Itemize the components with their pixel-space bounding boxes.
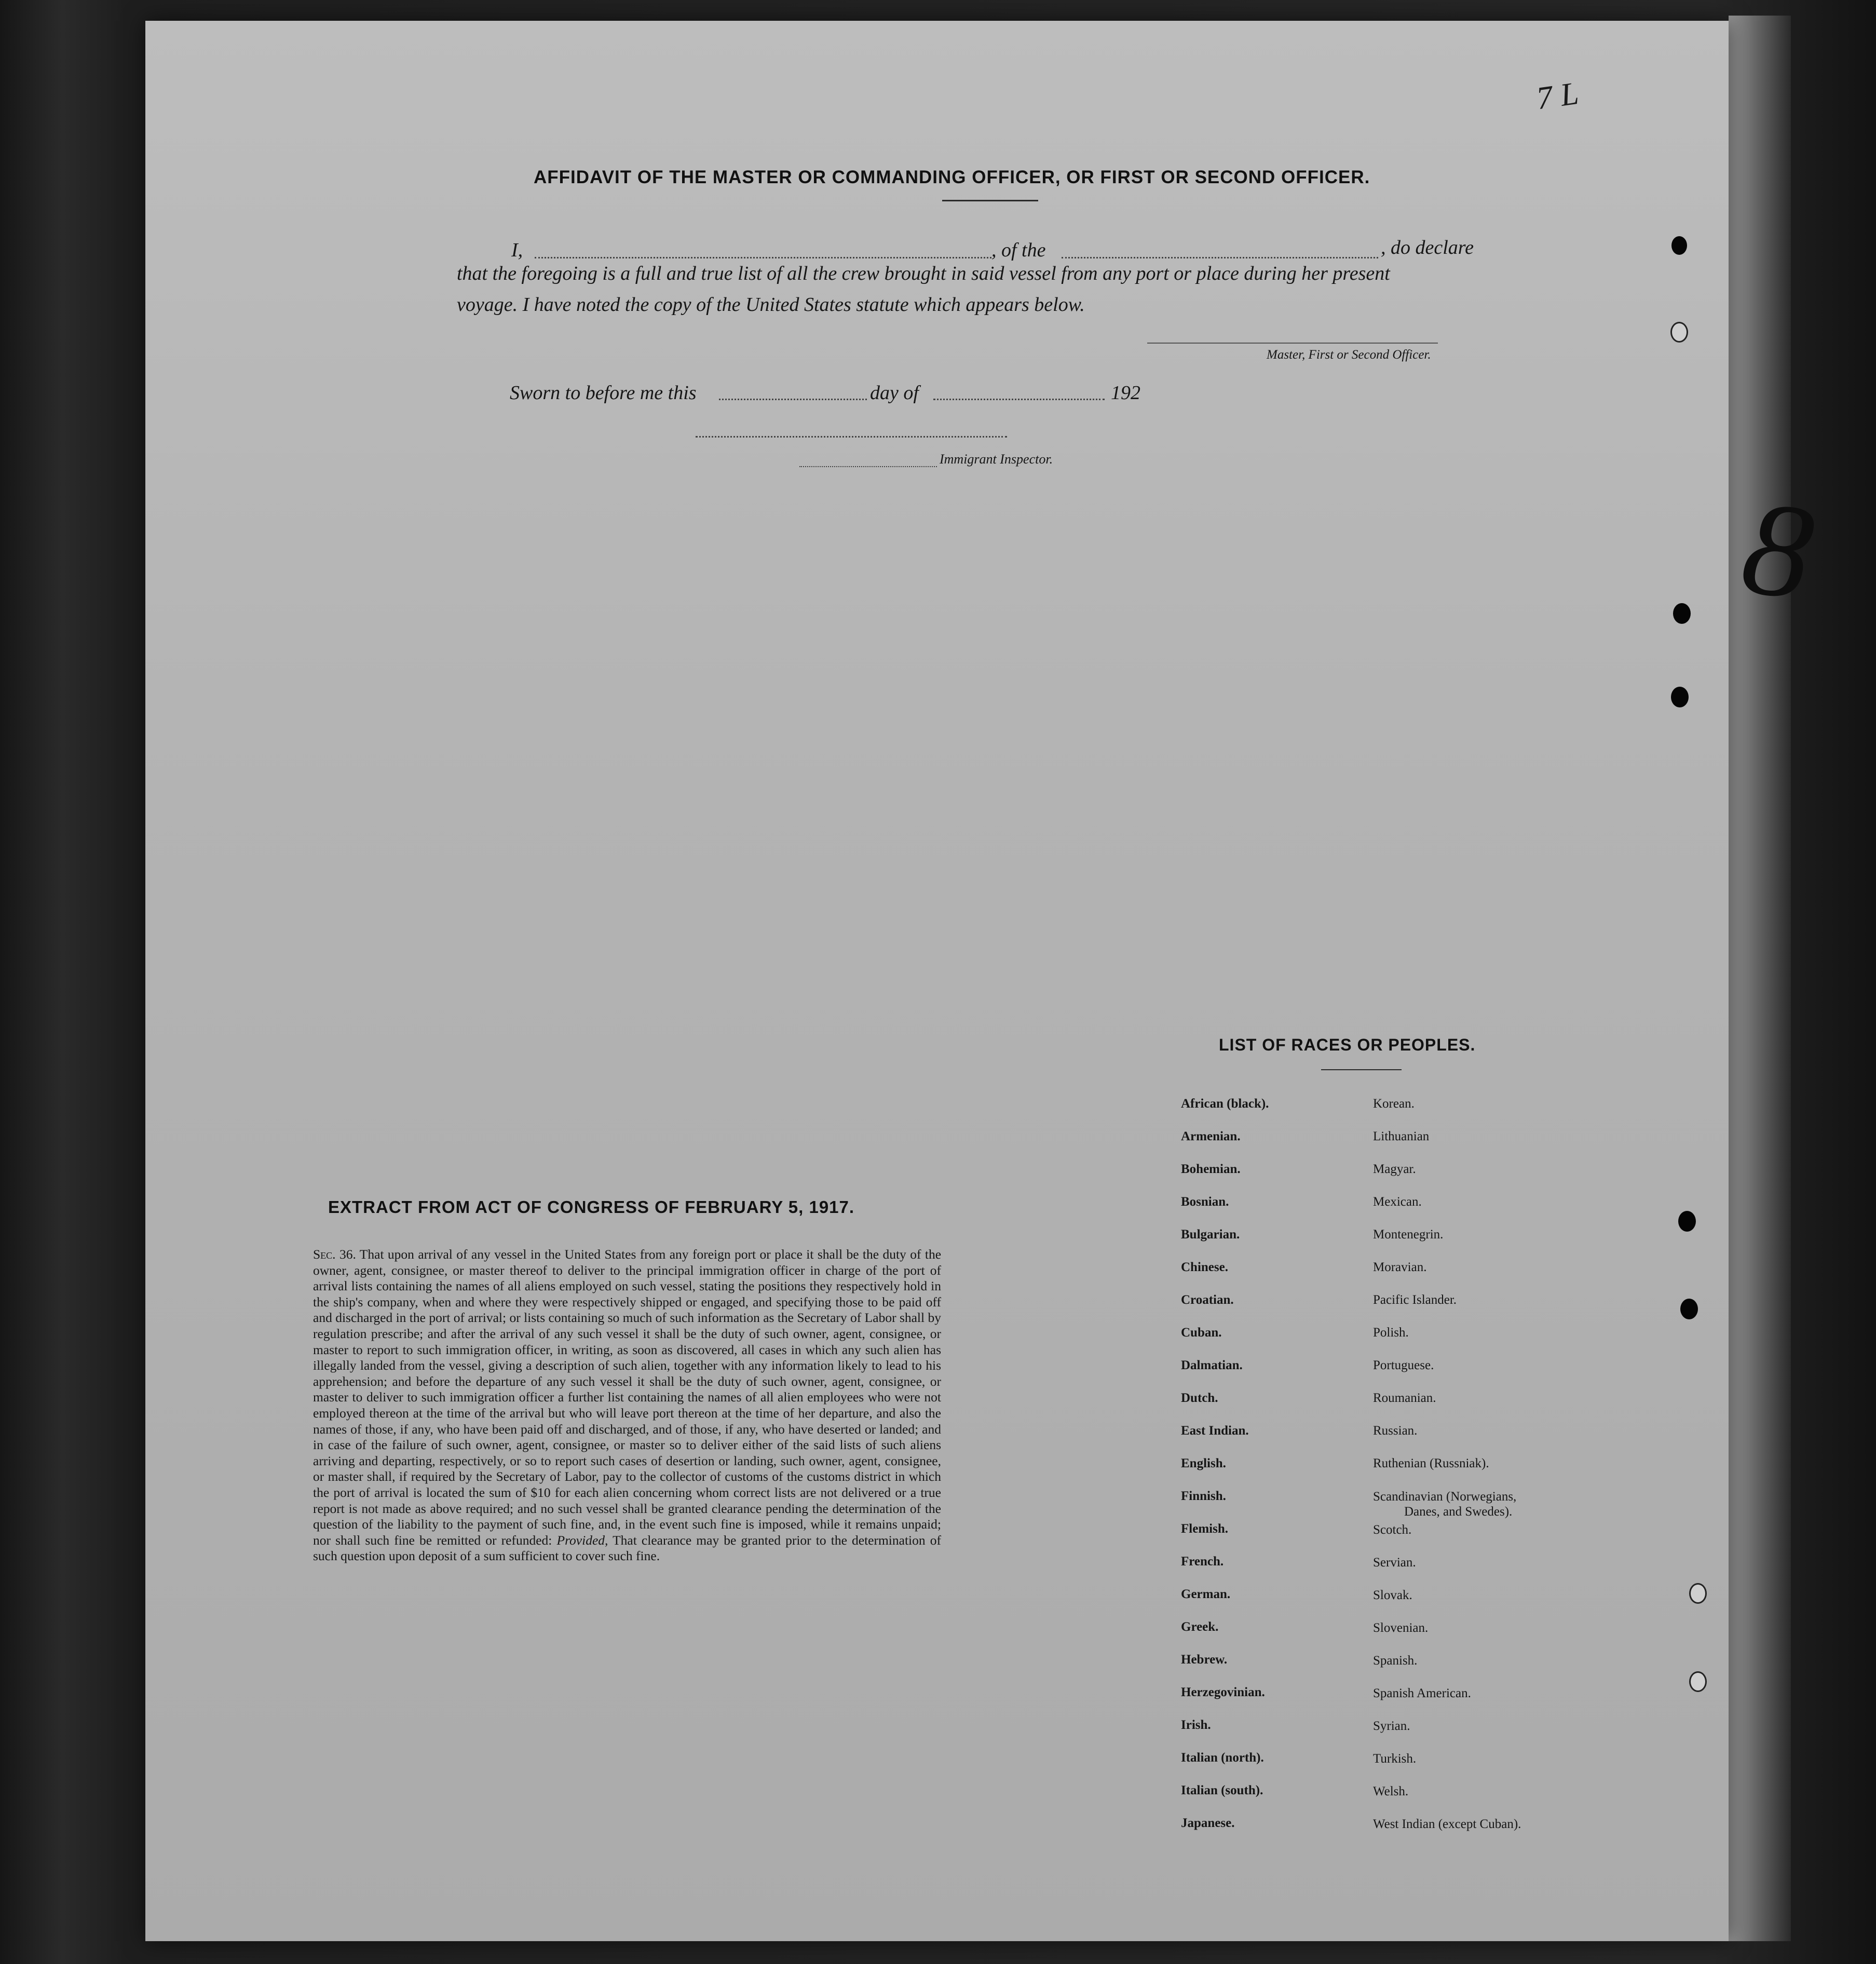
race-item: German. <box>1181 1587 1231 1601</box>
affidavit-line3: voyage. I have noted the copy of the United States statute which appears below. <box>457 294 1085 316</box>
race-item: Slovenian. <box>1373 1621 1429 1635</box>
provided-label: Provided, <box>556 1532 608 1548</box>
race-item: Magyar. <box>1373 1162 1416 1176</box>
race-item: Bohemian. <box>1181 1162 1241 1176</box>
races-title: LIST OF RACES OR PEOPLES. <box>1219 1035 1476 1054</box>
race-item: Flemish. <box>1181 1522 1228 1536</box>
affidavit-line2: that the foregoing is a full and true list of all the crew brought in said vessel from any port or place during her present <box>457 263 1390 284</box>
binder-hole-icon <box>1671 236 1687 255</box>
race-item: Greek. <box>1181 1620 1219 1634</box>
race-item: Ruthenian (Russniak). <box>1373 1456 1489 1470</box>
inspector-signature-line <box>696 436 1007 438</box>
year-label: 192 <box>1111 382 1140 404</box>
race-item: Bosnian. <box>1181 1195 1229 1209</box>
race-item: Montenegrin. <box>1373 1228 1444 1242</box>
race-item: English. <box>1181 1456 1226 1470</box>
affidavit-declare: , do declare <box>1381 237 1474 258</box>
race-item: Scotch. <box>1373 1523 1412 1537</box>
race-item: Lithuanian <box>1373 1129 1430 1143</box>
page-edge-shadow <box>1729 16 1791 1941</box>
master-signature-label: Master, First or Second Officer. <box>1267 348 1431 362</box>
races-right-column <box>1373 1087 1521 1840</box>
race-item: Moravian. <box>1373 1260 1427 1274</box>
name-blank <box>535 257 991 258</box>
race-item: Croatian. <box>1181 1293 1234 1307</box>
binder-hole-icon <box>1671 687 1689 707</box>
affidavit-of-the: , of the <box>991 239 1046 261</box>
race-item: Russian. <box>1373 1424 1418 1438</box>
race-item: Herzegovinian. <box>1181 1685 1265 1699</box>
binder-hole-icon <box>1689 1583 1707 1604</box>
binder-hole-icon <box>1670 322 1688 343</box>
statute-body: That upon arrival of any vessel in the United States from any foreign port or place it shall be the duty of the owner, agent, consignee, or master thereof to deliver to the principal immigration officer in charge of the port of arrival lists containing the names of all aliens employed on such vessel, stating the positions they respectively hold in the ship's company, when and where they were respectively shipped or engaged, and specifying those to be paid off and discharged in the port of arrival; or lists containing so much of such information as the Secretary of Labor shall by regulation prescribe; and after the arrival of any such vessel it shall be the duty of such owner, agent, consignee, or master to report to such immigration officer, in writing, as soon as discovered, all cases in which any such alien has illegally landed from the vessel, giving a description of such alien, together with any information likely to lead to his apprehension; and before the departure of any such vessel it shall be the duty of such owner, agent, consignee, or master to deliver to such immigration officer a further list containing the names of all alien employees who were not employed thereon at the time of the arrival but who will leave port thereon at the time of her departure, and also the names of those, if any, who have been paid off and discharged, and of those, if any, who have deserted or landed; and in case of the failure of such owner, agent, consignee, or master so to deliver either of the said lists of such aliens arriving and departing, respectively, or so to report such cases of desertion or landing, such owner, agent, consignee, or master shall, if required by the Secretary of Labor, pay to the collector of customs of the customs district in which the port of arrival is located the sum of $10 for each alien concerning whom correct lists are not delivered or a true report is not made as above required; and no such vessel shall be granted clearance pending the determination of the question of the liability to the payment of such fine, and, in the event such fine is imposed, while it remains unpaid; nor shall such fine be remitted or refunded: <box>313 1247 942 1548</box>
race-item: Welsh. <box>1373 1784 1409 1798</box>
sworn-day-blank <box>719 399 867 400</box>
handwritten-page-number: 8 <box>1734 471 1822 629</box>
race-item: Italian (north). <box>1181 1751 1264 1765</box>
race-item: French. <box>1181 1554 1224 1569</box>
race-item: Hebrew. <box>1181 1653 1228 1667</box>
day-of-label: day of <box>870 382 919 404</box>
race-item: Dalmatian. <box>1181 1358 1243 1372</box>
handwritten-note: 7 L <box>1534 75 1581 117</box>
race-item: Turkish. <box>1373 1752 1417 1766</box>
race-item: Dutch. <box>1181 1391 1218 1405</box>
race-item: Irish. <box>1181 1718 1211 1732</box>
race-item: Mexican. <box>1373 1195 1422 1209</box>
race-item: Cuban. <box>1181 1326 1222 1340</box>
race-item: Italian (south). <box>1181 1783 1263 1797</box>
race-item: Bulgarian. <box>1181 1228 1240 1242</box>
inspector-label: Immigrant Inspector. <box>940 452 1053 467</box>
race-item: Chinese. <box>1181 1260 1228 1274</box>
race-item: Japanese. <box>1181 1816 1235 1830</box>
sworn-month-blank <box>933 399 1105 400</box>
race-item: Roumanian. <box>1373 1391 1436 1405</box>
race-item: African (black). <box>1181 1097 1269 1111</box>
races-title-underline <box>1321 1069 1402 1070</box>
race-item: Armenian. <box>1181 1129 1241 1143</box>
race-item: Servian. <box>1373 1556 1416 1570</box>
race-item: Syrian. <box>1373 1719 1410 1733</box>
race-item: Slovak. <box>1373 1588 1412 1602</box>
extract-title: EXTRACT FROM ACT OF CONGRESS OF FEBRUARY 5, 1917. <box>328 1197 855 1217</box>
title-underline <box>942 200 1038 201</box>
affidavit-i: I, <box>511 239 523 261</box>
race-item: East Indian. <box>1181 1424 1249 1438</box>
section-label: Sec. 36. <box>313 1247 356 1262</box>
race-item: Finnish. <box>1181 1489 1226 1503</box>
master-signature-line <box>1147 343 1438 344</box>
race-item: Korean. <box>1373 1097 1415 1111</box>
race-item-continuation: Danes, and Swedes). <box>1404 1505 1513 1519</box>
sworn-label: Sworn to before me this <box>510 382 697 404</box>
binder-hole-icon <box>1680 1299 1698 1319</box>
race-item: Spanish. <box>1373 1654 1418 1668</box>
race-item: Spanish American. <box>1373 1686 1471 1700</box>
races-left-column <box>1181 1087 1269 1839</box>
race-item-label: Scandinavian (Norwegians, <box>1373 1490 1517 1504</box>
vessel-blank <box>1062 257 1378 258</box>
race-item: West Indian (except Cuban). <box>1373 1817 1521 1831</box>
race-item: Portuguese. <box>1373 1358 1434 1372</box>
binder-hole-icon <box>1673 603 1691 624</box>
race-item: Pacific Islander. <box>1373 1293 1457 1307</box>
binder-hole-icon <box>1678 1211 1696 1232</box>
inspector-dotted-lead <box>799 466 937 467</box>
affidavit-title: AFFIDAVIT OF THE MASTER OR COMMANDING OFFICER, OR FIRST OR SECOND OFFICER. <box>534 167 1370 187</box>
statute-text <box>313 1247 941 1564</box>
race-item: Polish. <box>1373 1326 1409 1340</box>
statute-body-cont: That clearance may be granted prior to the determination of such question upon deposit of a sum sufficient to cover such fine. <box>313 1532 941 1564</box>
binder-hole-icon <box>1689 1671 1707 1692</box>
